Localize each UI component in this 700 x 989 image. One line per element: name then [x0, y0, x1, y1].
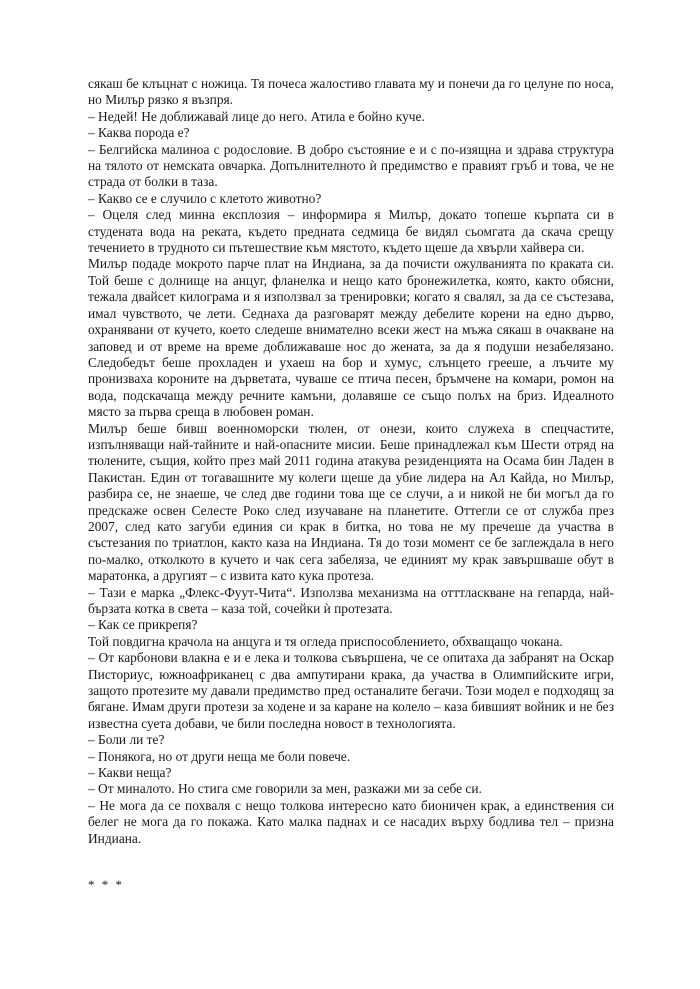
paragraph: – Как се прикрепя?	[88, 617, 198, 633]
paragraph: – Тази е марка „Флекс-Фуут-Чита“. Използва механизма на отттласкване на гепарда, най-бързата котка в света – каза той, сочейки ѝ протезата.	[88, 584, 614, 616]
paragraph: – Белгийска малиноа с родословие. В добро състояние е и с по-изящна и здрава структура на тялото от немската овчарка. Допълнителното ѝ предимство е правият гръб и това, че не страда от болки в таза.	[88, 141, 614, 190]
section-separator: * * *	[88, 877, 124, 892]
paragraph: – Понякога, но от други неща ме боли повече.	[88, 748, 351, 764]
paragraph: – Не мога да се похваля с нещо толкова интересно като бионичен крак, а единствения си белег не мога да го покажа. Като малка паднах и се насадих върху бодлива тел – призна Индиана.	[88, 797, 614, 846]
paragraph: – Какво се е случило с клетото животно?	[88, 190, 322, 206]
body-text	[88, 76, 614, 847]
paragraph: – От миналото. Но стига сме говорили за мен, разкажи ми за себе си.	[88, 781, 482, 797]
paragraph: – Боли ли те?	[88, 732, 165, 748]
paragraph: Той повдигна крачола на анцуга и тя огледа приспособлението, обхващащо чокана.	[88, 633, 563, 649]
paragraph: – Оцеля след минна експлозия – информира я Милър, докато топеше кърпата си в студената вода на реката, където предната седмица бе видял сьомгата да скача срещу течението в трудното си пътешествие към мястото, където щеше да хвърли хайвера си.	[88, 207, 614, 256]
paragraph: – Какви неща?	[88, 765, 172, 781]
paragraph: Милър подаде мокрото парче плат на Индиана, за да почисти ожулванията по краката си. Той беше с долнище на анцуг, фланелка и нещо като бронежилетка, която, както обясни, тежала двайсет килограма и я използвал за тренировки; когато я свалял, за да се състезава, имал чувството, че лети. Седнаха да разговарят между дебелите корени на едно дърво, охранявани от кучето, което следеше внимателно всеки жест на мъжа сякаш в очакване на заповед и от време на време доближаваше нос до жената, за да я подуши незабелязано. Следобедът беше прохладен и ухаеш на бор и хумус, слънцето грееше, а лъчите му пронизваха короните на дърветата, чуваше се птича песен, бръмчене на комари, ромон на вода, подскачаща между речните камъни, долавяше се също полъх на бриз. Идеалното място за първа среща в любовен роман.	[88, 256, 614, 420]
paragraph: – От карбонови влакна е и е лека и толкова съвършена, че се опитаха да забранят на Оскар Писториус, южноафриканец с два ампутирани крака, да участва в Олимпийските игри, защото протезите му давали предимство пред останалите бегачи. Този модел е подходящ за бягане. Имам други протези за ходене и за каране на колело – каза бившият войник и не без известна суета добави, че били последна новост в технологията.	[88, 650, 614, 731]
paragraph: сякаш бе клъцнат с ножица. Тя почеса жалостиво главата му и понечи да го целуне по носа, но Милър рязко я възпря.	[88, 76, 614, 108]
paragraph: – Каква порода е?	[88, 125, 190, 141]
paragraph: Милър беше бивш военноморски тюлен, от онези, които служеха в спецчастите, изпълняващи най-тайните и най-опасните мисии. Беше принадлежал към Шести отряд на тюлените, същия, който през май 2011 година атакува резиденцията на Осама бин Ладен в Пакистан. Един от тогавашните му колеги щеше да убие лидера на Ал Кайда, но Милър, разбира се, не знаеше, че след две години това ще се случи, а и никой не би могъл да го предскаже освен Селесте Роко след изучаване на планетите. Оттегли се от служба през 2007, след като загуби единия си крак в битка, но това не му пречеше да участва в състезания по триатлон, както каза на Индиана. Тя до този момент се бе заглеждала в него по-малко, отколкото в кучето и чак сега забеляза, че единият му крак завършваше обут в маратонка, а другият – с извита като кука протеза.	[88, 420, 614, 584]
paragraph: – Недей! Не доближавай лице до него. Атила е бойно куче.	[88, 108, 425, 124]
